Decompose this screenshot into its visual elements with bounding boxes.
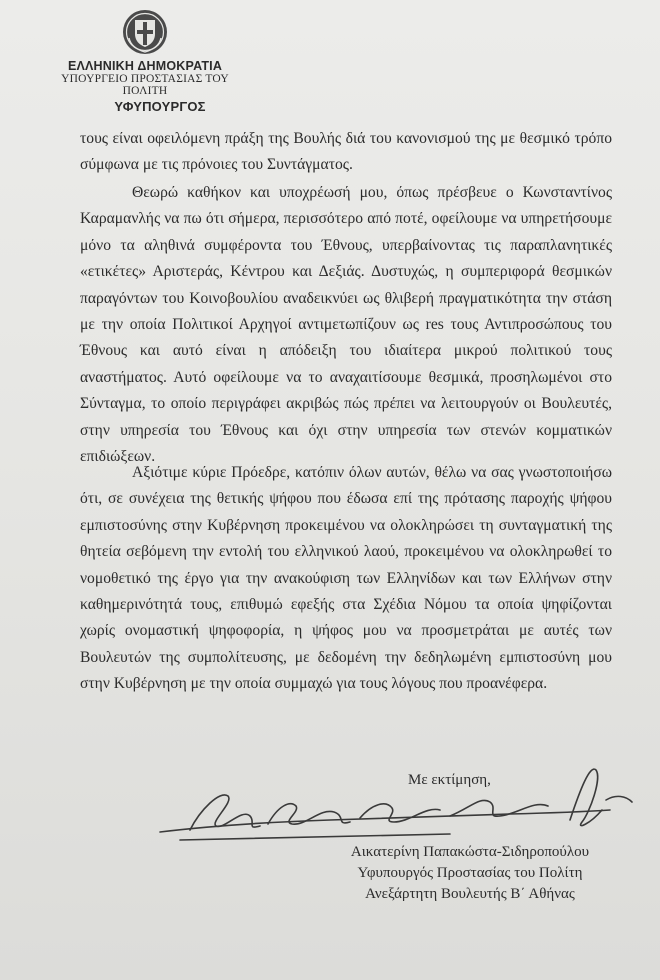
letterhead-ministry: ΥΠΟΥΡΓΕΙΟ ΠΡΟΣΤΑΣΙΑΣ ΤΟΥ ΠΟΛΙΤΗ <box>61 73 229 97</box>
letterhead-office: ΥΦΥΠΟΥΡΓΟΣ <box>114 99 206 114</box>
signatory-title: Υφυπουργός Προστασίας του Πολίτη <box>357 865 583 881</box>
letterhead <box>40 8 250 114</box>
letterhead-republic: ΕΛΛΗΝΙΚΗ ΔΗΜΟΚΡΑΤΙΑ <box>67 59 223 73</box>
paragraph-duty: Θεωρώ καθήκον και υποχρέωσή μου, όπως πρέσβευε ο Κωνσταντίνος Καραμανλής να πω ότι σήμερα, περισσότερο από ποτέ, οφείλουμε να υπηρετήσουμε μόνο τα αληθινά συμφέροντα του Έθνους, υπερβαίνοντας τις παραπλανητικές «ετικέτες» Αριστεράς, Κέντρου και Δεξιάς. Δυστυχώς, η συμπεριφορά θεσμικών παραγόντων του Κοινοβουλίου αναδεικνύει ως θλιβερή πραγματικότητα την στάση με την οποία Πολιτικοί Αρχηγοί αντιμετωπίζουν ως res τους Αντιπροσώπους του Έθνους και αυτό είναι η απόδειξη του ιδιαίτερα μικρού πολιτικού τους αναστήματος. Αυτό οφείλουμε να το αναχαιτίσουμε θεσμικά, προσηλωμένοι στο Σύνταγμα, το οποίο περιγράφει ακριβώς πώς πρέπει να λειτουργούν οι Βουλευτές, στην υπηρεσία του Έθνους και όχι στην υπηρεσία των στενών κομματικών επιδιώξεων. <box>80 184 612 466</box>
signatory-block <box>320 842 620 905</box>
signatory-name: Αικατερίνη Παπακώστα-Σιδηροπούλου <box>350 844 590 860</box>
paragraph-vote: Αξιότιμε κύριε Πρόεδρε, κατόπιν όλων αυτών, θέλω να σας γνωστοποιήσω ότι, σε συνέχεια της θετικής ψήφου που έδωσα επί της πρότασης παροχής ψήφου εμπιστοσύνης στην Κυβέρνηση προκειμένου να ολοκληρώσει τη συνταγματική της θητεία σεβόμενη την εντολή του ελληνικού λαού, προκειμένου να ολοκληρωθεί το νομοθετικό της έργο για την ανακούφιση των Ελληνίδων και των Ελλήνων στην καθημερινότητά τους, επιθυμώ εφεξής στα Σχέδια Νόμου τα οποία ψηφίζονται χωρίς ονομαστική ψηφοφορία, η ψήφος μου να προσμετράται με αυτές των Βουλευτών της συμπολίτευσης, με δεδομένη την δεδηλωμένη εμπιστοσύνη μου στην Κυβέρνηση με την οποία συμμαχώ για τους λόγους που προανέφερα. <box>80 464 612 693</box>
closing-salutation: Με εκτίμηση, <box>408 772 491 788</box>
coat-of-arms-icon <box>121 8 169 56</box>
paragraph-continuation: τους είναι οφειλόμενη πράξη της Βουλής διά του κανονισμού της με θεσμικό τρόπο σύμφωνα με τις πρόνοιες του Συντάγματος. <box>80 130 612 174</box>
signatory-role: Ανεξάρτητη Βουλευτής Β΄ Αθήνας <box>365 886 575 902</box>
